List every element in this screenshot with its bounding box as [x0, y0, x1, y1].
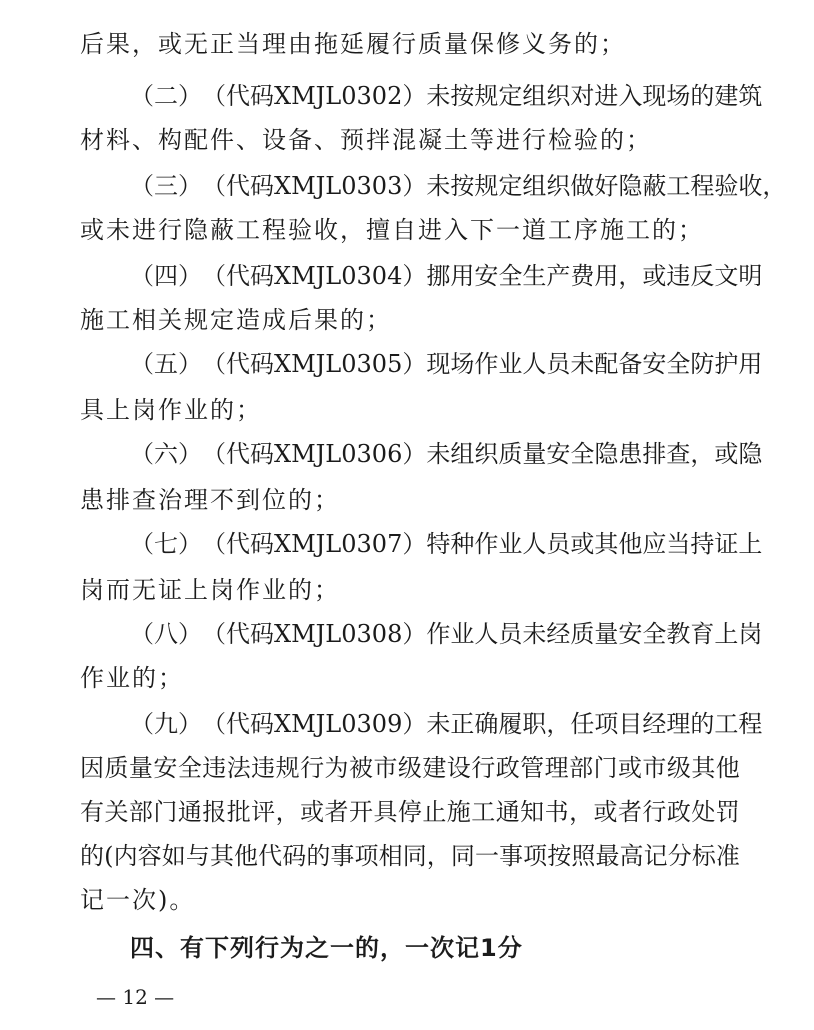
text-line: 后果，或无正当理由拖延履行质量保修义务的； [80, 30, 626, 58]
text-line: 施工相关规定造成后果的； [80, 306, 392, 334]
text-line: 或未进行隐蔽工程验收，擅自进入下一道工序施工的； [80, 216, 704, 244]
text-line: 作业的； [80, 664, 184, 692]
text-line: 记一次)。 [80, 886, 196, 914]
text-line: 具上岗作业的； [80, 396, 262, 424]
text-line: （ 五 ） （ 代 码 X M J L 0 3 0 5 ） 现 场 作 业 人 员 未 配 备 安 全 防 护 用 [130, 350, 763, 378]
section-heading: 四、有下列行为之一的，一次记1分 [130, 934, 523, 962]
text-line: （ 七 ） （ 代 码 X M J L 0 3 0 7 ） 特 种 作 业 人 员 或 其 他 应 当 持 证 上 [130, 530, 763, 558]
text-line: （ 九 ） （ 代 码 X M J L 0 3 0 9 ） 未 正 确 履 职 ， 任 项 目 经 理 的 工 程 [130, 710, 763, 738]
text-line: 因 质 量 安 全 违 法 违 规 行 为 被 市 级 建 设 行 政 管 理 部 门 或 市 级 其 他 [80, 754, 740, 782]
text-line: （ 二 ） （ 代 码 X M J L 0 3 0 2 ） 未 按 规 定 组 织 对 进 入 现 场 的 建 筑 [130, 82, 763, 110]
page-number: — 12 — [96, 985, 175, 1009]
text-line: （ 三 ） （ 代 码 X M J L 0 3 0 3 ） 未 按 规 定 组 织 做 好 隐 蔽 工 程 验 收 ， [130, 172, 787, 200]
text-line: 的 ( 内 容 如 与 其 他 代 码 的 事 项 相 同 ， 同 一 事 项 按 照 最 高 记 分 标 准 [80, 842, 740, 870]
text-line: （ 六 ） （ 代 码 X M J L 0 3 0 6 ） 未 组 织 质 量 安 全 隐 患 排 查 ， 或 隐 [130, 440, 763, 468]
text-line: 患排查治理不到位的； [80, 486, 340, 514]
text-line: （ 四 ） （ 代 码 X M J L 0 3 0 4 ） 挪 用 安 全 生 产 费 用 ， 或 违 反 文 明 [130, 262, 763, 290]
text-line: （ 八 ） （ 代 码 X M J L 0 3 0 8 ） 作 业 人 员 未 经 质 量 安 全 教 育 上 岗 [130, 620, 763, 648]
text-line: 有 关 部 门 通 报 批 评 ， 或 者 开 具 停 止 施 工 通 知 书 ， 或 者 行 政 处 罚 [80, 798, 740, 826]
text-line: 岗而无证上岗作业的； [80, 576, 340, 604]
text-line: 材料、构配件、设备、预拌混凝土等进行检验的； [80, 126, 652, 154]
